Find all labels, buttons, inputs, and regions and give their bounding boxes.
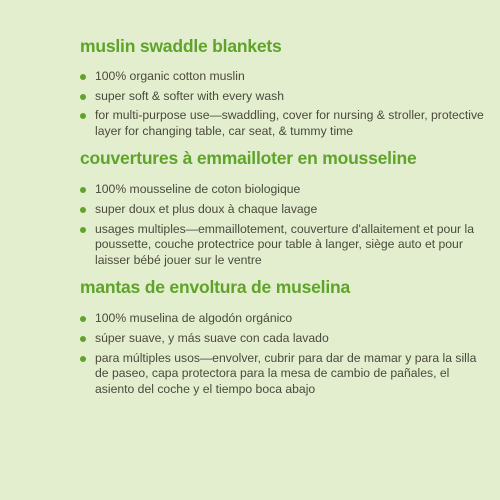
section-french [80,148,490,268]
section-heading: muslin swaddle blankets [80,36,282,56]
bullet-dot-icon [80,94,86,100]
list-item [80,222,490,269]
list-item-text: usages multiples—emmaillotement, couverture d'allaitement et pour la poussette, couche protectrice pour table à langer, siège auto et pour laisser bébé jouer sur le ventre [95,221,474,267]
bullet-dot-icon [80,227,86,233]
section-heading: mantas de envoltura de muselina [80,277,350,298]
list-item-text: super doux et plus doux à chaque lavage [95,201,318,216]
bullet-dot-icon [80,74,86,80]
bullet-dot-icon [80,187,86,193]
bullet-list [80,182,490,268]
bullet-dot-icon [80,336,86,342]
list-item-text: para múltiples usos—envolver, cubrir para dar de mamar y para la silla de paseo, capa protectora para la mesa de cambio de pañales, el asiento del coche y el tiempo boca abajo [95,350,477,396]
label-content [80,36,490,401]
list-item [80,331,490,347]
list-item [80,351,490,398]
bullet-dot-icon [80,113,86,119]
list-item-text: 100% mousseline de coton biologique [95,182,301,197]
list-item-text: for multi-purpose use—swaddling, cover for nursing & stroller, protective layer for changing table, car seat, & tummy time [95,108,484,138]
list-item-text: súper suave, y más suave con cada lavado [95,330,329,345]
list-item-text: 100% muselina de algodón orgánico [95,311,293,326]
list-item-text: super soft & softer with every wash [95,88,284,103]
list-item [80,182,490,198]
list-item [80,108,490,139]
bullet-list [80,311,490,397]
section-heading: couvertures à emmailloter en mousseline [80,148,417,169]
bullet-list [80,69,490,139]
list-item-text: 100% organic cotton muslin [95,69,245,83]
list-item [80,89,490,105]
section-spanish [80,277,490,397]
list-item [80,202,490,218]
bullet-dot-icon [80,316,86,322]
list-item [80,311,490,327]
section-english [80,36,490,139]
bullet-dot-icon [80,356,86,362]
list-item [80,69,490,85]
bullet-dot-icon [80,207,86,213]
